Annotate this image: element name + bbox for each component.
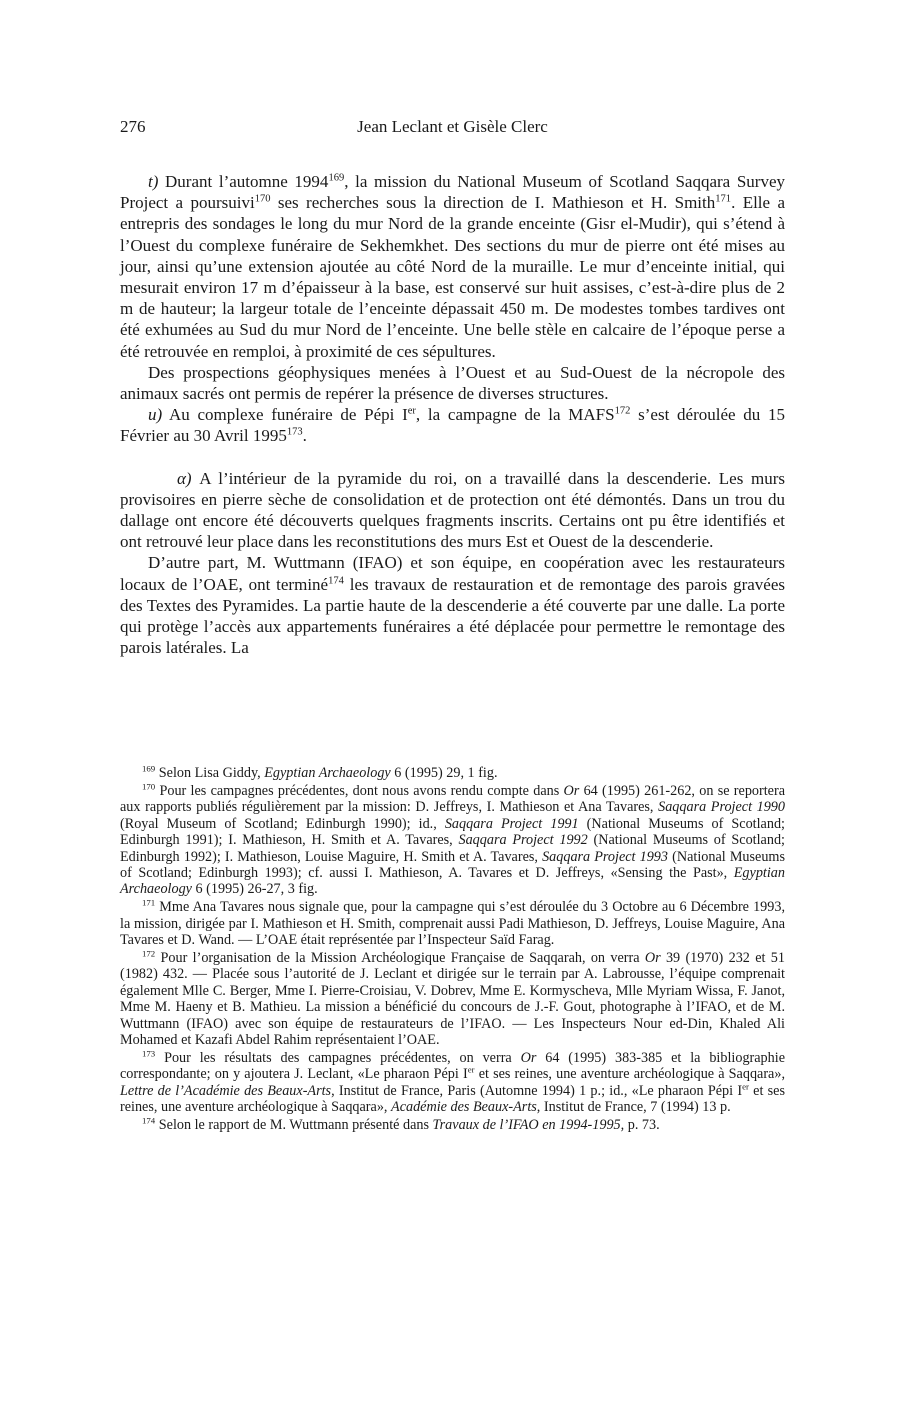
footnote-ref[interactable]: 172 <box>614 405 631 417</box>
item-label: α) <box>177 468 192 488</box>
footnote-ref[interactable]: 171 <box>715 193 732 205</box>
page-header <box>120 116 785 138</box>
main-text <box>120 171 785 658</box>
paragraph-alpha: α) A l’intérieur de la pyramide du roi, on a travaillé dans la descenderie. Les murs provisoires en pierre sèche de consolidation et de protection ont été démontés. Dans un trou du dallage ont encore été découverts quelques fragments inscrits. Certains ont pu être identifiés et ont retrouvé leur place dans les reconstitutions des murs Est et Ouest de la descenderie. <box>120 468 785 552</box>
footnote-174: $^{174}$ Selon le rapport de M. Wuttmann présenté dans Travaux de l’IFAO en 1994-1995, p. 73. <box>142 1115 660 1134</box>
footnote-171: $^{171}$ Mme Ana Tavares nous signale que, pour la campagne qui s’est déroulée du 3 Octobre au 6 Décembre 1993, la mission, dirigée par I. Mathieson et H. Smith, comprenait aussi Padi Mathieson, D. Jeffreys, Louise Maguire, Ana Tavares et D. Wand. — L’OAE était représentée par l’Inspecteur Saïd Farag. <box>120 897 785 949</box>
footnote-ref[interactable]: 174 <box>328 575 344 586</box>
footnote-ref[interactable]: 169 <box>328 172 345 184</box>
footnote-173: $^{173}$ Pour les résultats des campagnes précédentes, on verra Or 64 (1995) 383-385 et la bibliographie correspondante; on y ajoutera J. Leclant, «Le pharaon Pépi Ier et ses reines, une aventure archéologique à Saqqara», Lettre de l’Académie des Beaux-Arts, Institut de France, Paris (Automne 1994) 1 p.; id., «Le pharaon Pépi Ier et ses reines, une aventure archéologique à Saqqara», Académie des Beaux-Arts, Institut de France, 7 (1994) 13 p. <box>120 1048 785 1116</box>
running-title: Jean Leclant et Gisèle Clerc <box>357 117 548 136</box>
footnotes <box>120 765 785 1135</box>
footnote-ref[interactable]: 173 <box>286 426 303 438</box>
paragraph-wuttmann: D’autre part, M. Wuttmann (IFAO) et son équipe, en coopération avec les restaurateurs locaux de l’OAE, ont terminé$^{174}$ les travaux de restauration et de remontage des parois gravées des Textes des Pyramides. La partie haute de la descenderie a été couverte par une dalle. La porte qui protège l’accès aux appartements funéraires a été déplacée pour permettre le remontage des parois latérales. La <box>120 553 785 658</box>
item-label: u) <box>148 405 163 425</box>
footnote-172: $^{172}$ Pour l’organisation de la Mission Archéologique Française de Saqqarah, on verra Or 39 (1970) 232 et 51 (1982) 432. — Placée sous l’autorité de J. Leclant et dirigée sur le terrain par A. Labrousse, l’équipe comprenait également Mlle C. Berger, Mme I. Pierre-Croisiau, V. Dobrev, Mme E. Kormyscheva, Mlle Myriam Wissa, F. Janot, Mme M. Haeny et B. Mathieu. La mission a bénéficié du concours de J.-F. Gout, photographe à l’IFAO, et de M. Wuttmann (IFAO) avec son équipe de restaurateurs de l’IFAO. — Les Inspecteurs Nour ed-Din, Khaled Ali Mohamed et Kazafi Abdel Rahim représentaient l’OAE. <box>120 948 785 1048</box>
footnote-ref[interactable]: 170 <box>254 193 271 205</box>
paragraph-prospections: Des prospections géophysiques menées à l’Ouest et au Sud-Ouest de la nécropole des animaux sacrés ont permis de repérer la présence de diverses structures. <box>120 362 785 404</box>
footnote-169: $^{169}$ Selon Lisa Giddy, Egyptian Archaeology 6 (1995) 29, 1 fig. <box>142 763 498 781</box>
paragraph-u: u) Au complexe funéraire de Pépi Ier, la campagne de la MAFS$^{172}$ s’est déroulée du 15 Février au 30 Avril 1995$^{173}$. <box>120 405 785 446</box>
page-number: 276 <box>120 117 146 136</box>
paragraph-t: t) Durant l’automne 1994$^{169}$, la mission du National Museum of Scotland Saqqara Survey Project a poursuivi$^{170}$ ses recherches sous la direction de I. Mathieson et H. Smith$^{171}$. Elle a entrepris des sondages le long du mur Nord de la grande enceinte (Gisr el-Mudir), qui s’étend à l’Ouest du complexe funéraire de Sekhemkhet. Des sections du mur de pierre ont été mises au jour, ainsi qu’une extension ajoutée au côté Nord de la muraille. Le mur d’enceinte initial, qui mesurait environ 17 m d’épaisseur à la base, est conservé sur huit assises, c’est-à-dire plus de 2 m de hauteur; la largeur totale de l’enceinte dépassait 450 m. De modestes tombes tardives ont été exhumées au Sud du mur Nord de l’enceinte. Une belle stèle en calcaire de l’époque perse a été retrouvée en remploi, à proximité de ces sépultures. <box>120 172 786 361</box>
footnote-170: $^{170}$ Pour les campagnes précédentes, dont nous avons rendu compte dans Or 64 (1995) 261-262, on se reportera aux rapports publiés régulièrement par la mission: D. Jeffreys, I. Mathieson et Ana Tavares, Saqqara Project 1990 (Royal Museum of Scotland; Edinburgh 1990); id., Saqqara Project 1991 (National Museums of Scotland; Edinburgh 1991); I. Mathieson, H. Smith et A. Tavares, Saqqara Project 1992 (National Museums of Scotland; Edinburgh 1992); I. Mathieson, Louise Maguire, H. Smith et A. Tavares, Saqqara Project 1993 (National Museums of Scotland; Edinburgh 1993); cf. aussi I. Mathieson, A. Tavares et D. Jeffreys, «Sensing the Past», Egyptian Archaeology 6 (1995) 26-27, 3 fig. <box>120 781 785 898</box>
item-label: t) <box>148 172 159 191</box>
